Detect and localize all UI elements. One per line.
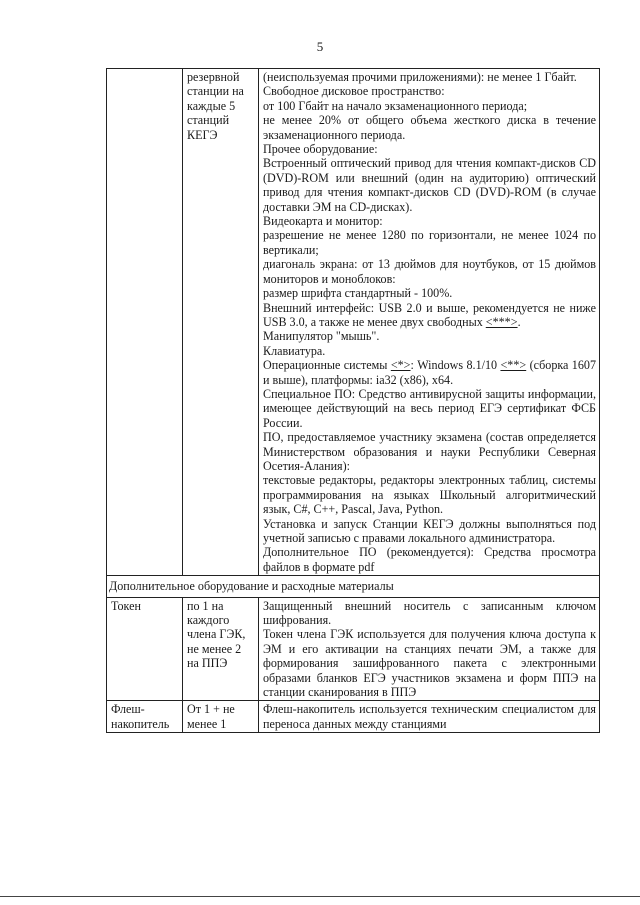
row-qty-cell bbox=[183, 69, 259, 576]
req-line-interface bbox=[263, 301, 596, 330]
os-text-b: : Windows 8.1/10 bbox=[410, 358, 501, 373]
table-row-token bbox=[107, 597, 600, 701]
req-line: ПО, предоставляемое участнику экзамена (состав определяется Министерством образования и науки Республики Северная Осетия-Алания): bbox=[263, 430, 596, 473]
req-line: Прочее оборудование: bbox=[263, 142, 378, 157]
interface-text: Внешний интерфейс: USB 2.0 и выше, рекомендуется не ниже USB 3.0, а также не менее двух свободных bbox=[263, 300, 596, 329]
footnote-link-3[interactable]: <***> bbox=[485, 314, 518, 329]
row-name-cell: Токен bbox=[107, 597, 183, 701]
req-line: Манипулятор "мышь". bbox=[263, 329, 380, 344]
row-requirements-cell bbox=[259, 69, 600, 576]
req-line: Клавиатура. bbox=[263, 343, 326, 358]
req-line: Установка и запуск Станции КЕГЭ должны выполняться под учетной записью с правами локального администратора. bbox=[263, 516, 596, 545]
req-line: не менее 20% от общего объема жесткого диска в течение экзаменационного периода. bbox=[263, 113, 596, 142]
row-name-cell: Флеш-накопитель bbox=[107, 701, 183, 733]
table-row-kege-station bbox=[107, 69, 600, 576]
page-bottom-divider bbox=[0, 896, 640, 897]
os-text-a: Операционные системы bbox=[263, 358, 391, 373]
req-line: от 100 Гбайт на начало экзаменационного периода; bbox=[263, 98, 528, 113]
req-line: Встроенный оптический привод для чтения компакт-дисков CD (DVD)-ROM или внешний (один на аудиторию) оптический привод для чтения компакт-дисков CD (DVD)-ROM (в случае доставки ЭМ на CD-дисках). bbox=[263, 156, 596, 214]
req-line: разрешение не менее 1280 по горизонтали, не менее 1024 по вертикали; bbox=[263, 228, 596, 257]
row-qty-cell: От 1 + не менее 1 bbox=[183, 701, 259, 733]
qty-text: резервной станции на каждые 5 станций КЕГЭ bbox=[187, 70, 244, 142]
req-line: диагональ экрана: от 13 дюймов для ноутбуков, от 15 дюймов мониторов и моноблоков: bbox=[263, 257, 596, 286]
req-line: Дополнительное ПО (рекомендуется): Средства просмотра файлов в формате pdf bbox=[263, 545, 596, 574]
section-header-row bbox=[107, 576, 600, 597]
row-requirements-cell bbox=[259, 597, 600, 701]
req-line: (неиспользуемая прочими приложениями): не менее 1 Гбайт. bbox=[263, 70, 577, 84]
section-title: Дополнительное оборудование и расходные материалы bbox=[107, 576, 600, 597]
interface-end: . bbox=[517, 314, 521, 329]
row-requirements-cell: Флеш-накопитель используется техническим специалистом для переноса данных между станциями bbox=[259, 701, 600, 733]
req-line: текстовые редакторы, редакторы электронных таблиц, системы программирования на языках Школьный алгоритмический язык, C#, C++, Pascal, Java, Python. bbox=[263, 473, 596, 517]
req-line-os bbox=[263, 358, 596, 387]
req-line: Свободное дисковое пространство: bbox=[263, 84, 445, 99]
row-qty-cell: по 1 на каждого члена ГЭК, не менее 2 на ППЭ bbox=[183, 597, 259, 701]
req-line: Специальное ПО: Средство антивирусной защиты информации, имеющее действующий на весь период ЕГЭ сертификат ФСБ России. bbox=[263, 386, 596, 430]
req-line: Защищенный внешний носитель с записанным ключом шифрования. bbox=[263, 598, 596, 628]
table-row-flash-drive bbox=[107, 701, 600, 733]
requirements-table bbox=[106, 68, 600, 733]
os-text-c: (сборка 1607 и выше), платформы: ia32 (x86), x64. bbox=[263, 358, 596, 387]
req-line: размер шрифта стандартный - 100%. bbox=[263, 286, 453, 301]
req-line: Видеокарта и монитор: bbox=[263, 214, 383, 229]
req-line: Токен члена ГЭК используется для получения ключа доступа к ЭМ и его активации на станциях печати ЭМ, а также для формирования зашифрованного пакета с электронными образами бланков ЕГЭ участников экзамена и форм ППЭ на станции сканирования в ППЭ bbox=[263, 627, 596, 700]
page-number: 5 bbox=[316, 39, 324, 54]
row-name-cell bbox=[107, 69, 183, 576]
footnote-link-2[interactable]: <**> bbox=[500, 358, 527, 373]
footnote-link-1[interactable]: <*> bbox=[390, 358, 411, 373]
